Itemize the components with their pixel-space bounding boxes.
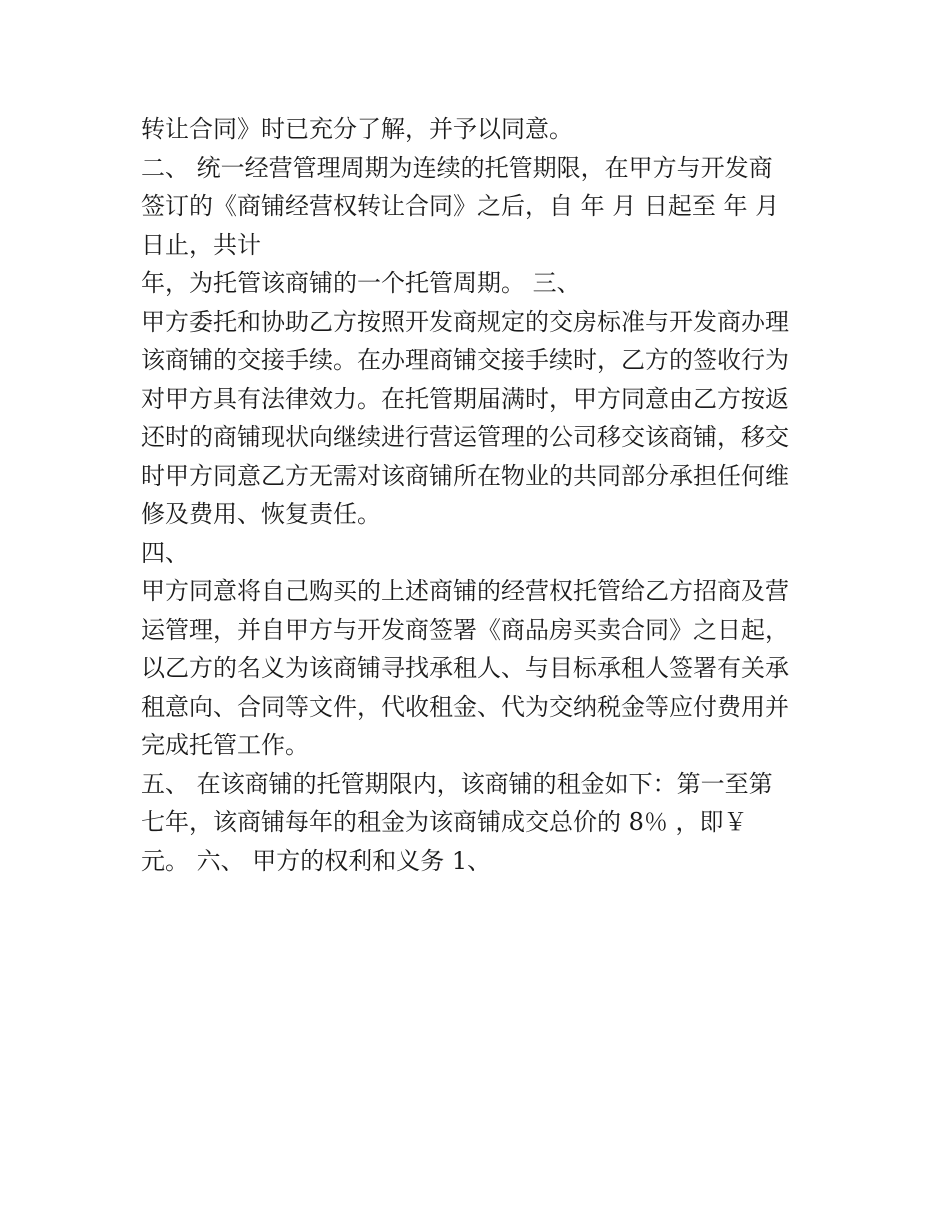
text-line: 七年，该商铺每年的租金为该商铺成交总价的 8％ ，即￥ <box>141 808 748 836</box>
text-line: 签订的《商铺经营权转让合同》之后，自 年 月 日起至 年 月 <box>141 192 780 220</box>
text-line: 元。 六、 甲方的权利和义务 1、 <box>141 846 492 875</box>
text-line: 转让合同》时已充分了解，并予以同意。 <box>141 115 573 143</box>
text-line: 甲方同意将自己购买的上述商铺的经营权托管给乙方招商及营 <box>141 577 789 605</box>
document-body <box>141 110 831 880</box>
text-line: 还时的商铺现状向继续进行营运管理的公司移交该商铺，移交 <box>141 423 789 451</box>
text-line: 对甲方具有法律效力。在托管期届满时，甲方同意由乙方按返 <box>141 384 789 413</box>
text-line: 时甲方同意乙方无需对该商铺所在物业的共同部分承担任何维 <box>141 461 789 490</box>
text-line: 运管理，并自甲方与开发商签署《商品房买卖合同》之日起， <box>141 615 789 644</box>
text-line: 租意向、合同等文件，代收租金、代为交纳税金等应付费用并 <box>141 692 789 721</box>
text-line: 五、 在该商铺的托管期限内，该商铺的租金如下：第一至第 <box>141 769 773 798</box>
text-line: 年，为托管该商铺的一个托管周期。 三、 <box>141 269 581 297</box>
text-line: 完成托管工作。 <box>141 731 309 759</box>
text-line: 修及费用、恢复责任。 <box>141 500 381 528</box>
text-line: 二、 统一经营管理周期为连续的托管期限，在甲方与开发商 <box>141 153 773 182</box>
text-line: 该商铺的交接手续。在办理商铺交接手续时，乙方的签收行为 <box>141 346 789 374</box>
text-line: 日止，共计 <box>141 230 261 259</box>
text-line: 甲方委托和协助乙方按照开发商规定的交房标准与开发商办理 <box>141 307 789 336</box>
text-line: 以乙方的名义为该商铺寻找承租人、与目标承租人签署有关承 <box>141 654 789 682</box>
text-line: 四、 <box>141 538 189 567</box>
